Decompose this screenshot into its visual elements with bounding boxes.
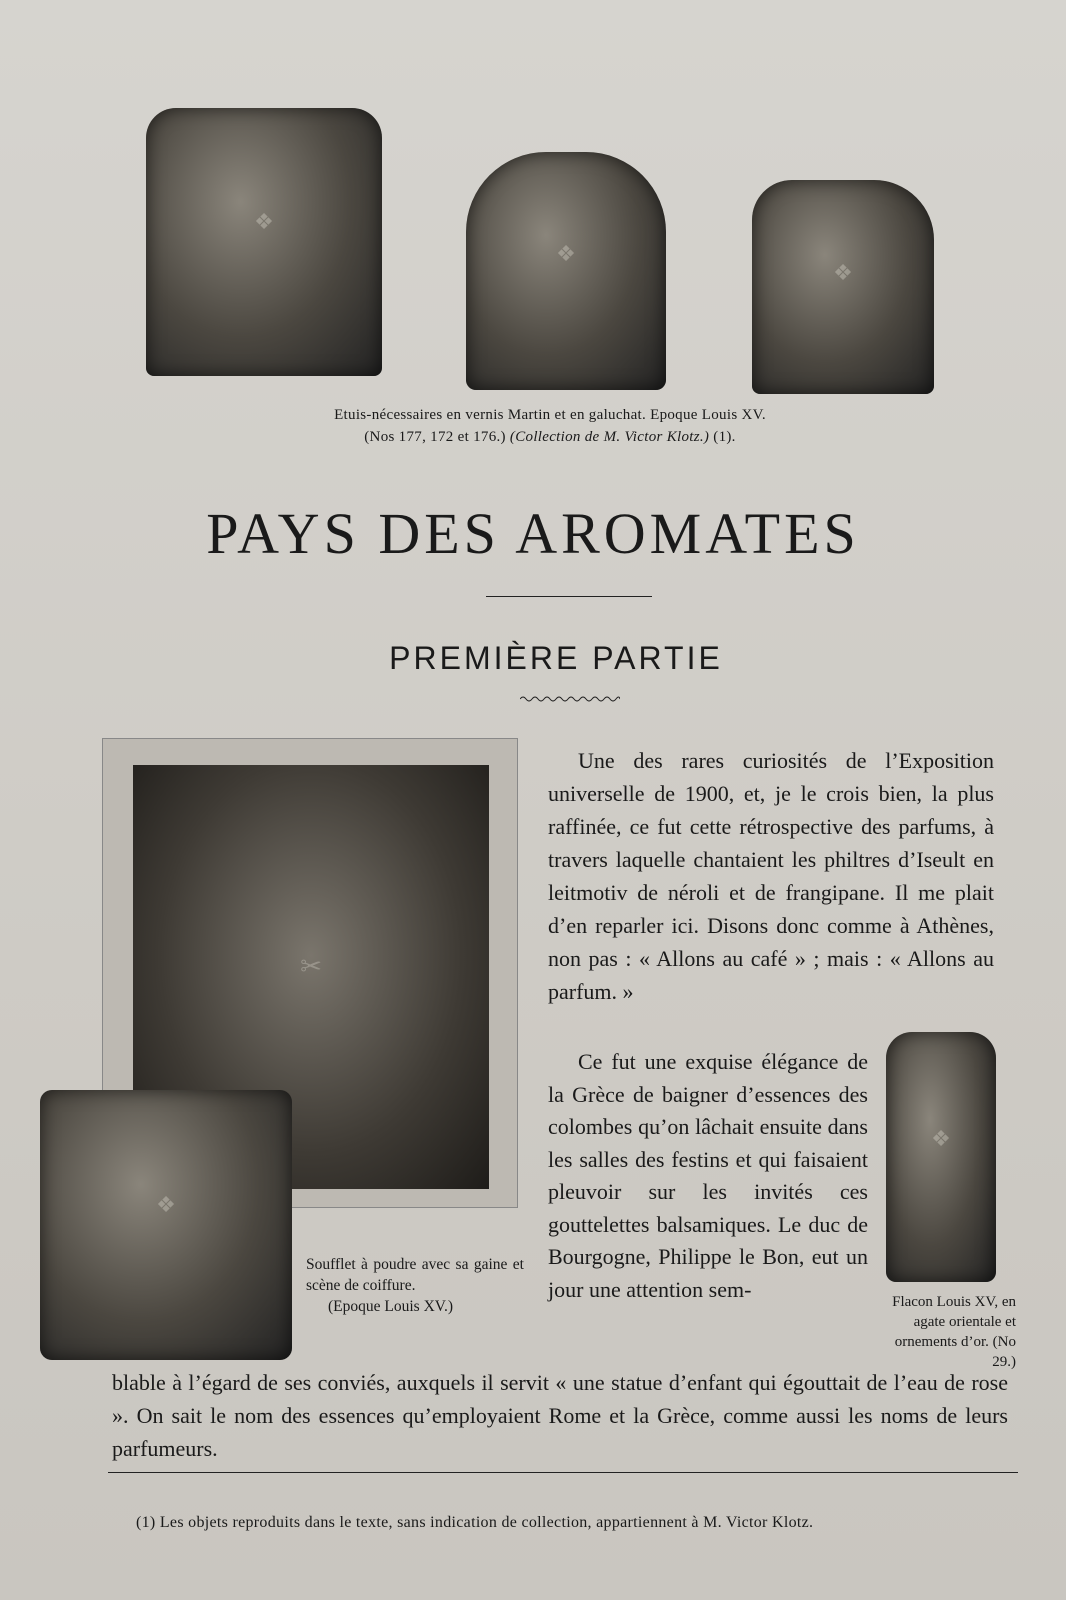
top-caption-numbers: (Nos 177, 172 et 176.) (364, 429, 506, 445)
photo-case-left (146, 108, 382, 376)
photo-powder-bellows (40, 1090, 292, 1360)
ornament-squiggle (520, 694, 620, 704)
page-title: PAYS DES AROMATES (206, 501, 860, 566)
top-caption (220, 404, 880, 448)
caption-bellows-text: Soufflet à poudre avec sa gaine et scène de coiffure. (306, 1256, 524, 1294)
top-caption-note: (1). (713, 429, 736, 445)
caption-flacon-number: (No 29.) (992, 1334, 1016, 1370)
paragraph-1 (548, 744, 994, 1008)
photo-case-center (466, 152, 666, 390)
paragraph-2-full-text: blable à l’égard de ses conviés, auxquels il servit « une statue d’enfant qui égouttait de l’eau de rose ». On sait le nom des essences qu’employaient Rome et la Grèce, comme aussi les noms de leurs parfumeurs. (112, 1370, 1008, 1461)
paragraph-2-full (112, 1366, 1008, 1465)
image-icon: ❖ (931, 1127, 951, 1152)
caption-flacon (888, 1292, 1016, 1372)
image-icon: ✂ (300, 951, 322, 982)
top-caption-line1: Etuis-nécessaires en vernis Martin et en galuchat. Epoque Louis XV. (334, 407, 766, 423)
top-caption-line2 (220, 426, 880, 448)
image-icon: ❖ (254, 209, 274, 235)
caption-bellows-period: (Epoque Louis XV.) (328, 1298, 453, 1315)
image-icon: ❖ (156, 1192, 176, 1218)
paragraph-1-text: Une des rares curiosités de l’Exposition universelle de 1900, et, je le crois bien, la plus raffinée, ce fut cette rétrospective des parfums, à travers laquelle chantaient les philtres d’Iseult en leitmotiv de néroli et de frangipane. Il me plait d’en reparler ici. Disons donc comme à Athènes, non pas : « Allons au café » ; mais : « Allons au parfum. » (548, 748, 994, 1004)
footnote: (1) Les objets reproduits dans le texte, sans indication de collection, appartiennent à M. Victor Klotz. (136, 1514, 814, 1531)
footnote-divider (108, 1472, 1018, 1473)
title-divider (486, 596, 652, 597)
top-caption-collection: (Collection de M. Victor Klotz.) (509, 429, 710, 445)
photo-flacon (886, 1032, 996, 1282)
paragraph-2-narrow-text: Ce fut une exquise élégance de la Grèce de baigner d’essences des colombes qu’on lâchait ensuite dans les salles des festins et qui faisaient pleuvoir sur les invités ces gouttelettes balsamiques. Le duc de Bourgogne, Philippe le Bon, eut un jour une attention sem- (548, 1049, 868, 1302)
section-subtitle: PREMIÈRE PARTIE (389, 640, 723, 676)
caption-flacon-text: Flacon Louis XV, en agate orientale et ornements d’or. (892, 1294, 1016, 1350)
image-icon: ❖ (833, 261, 853, 287)
caption-bellows (306, 1254, 524, 1317)
image-icon: ❖ (556, 242, 576, 268)
paragraph-2-narrow (548, 1046, 868, 1306)
photo-case-right (752, 180, 934, 394)
